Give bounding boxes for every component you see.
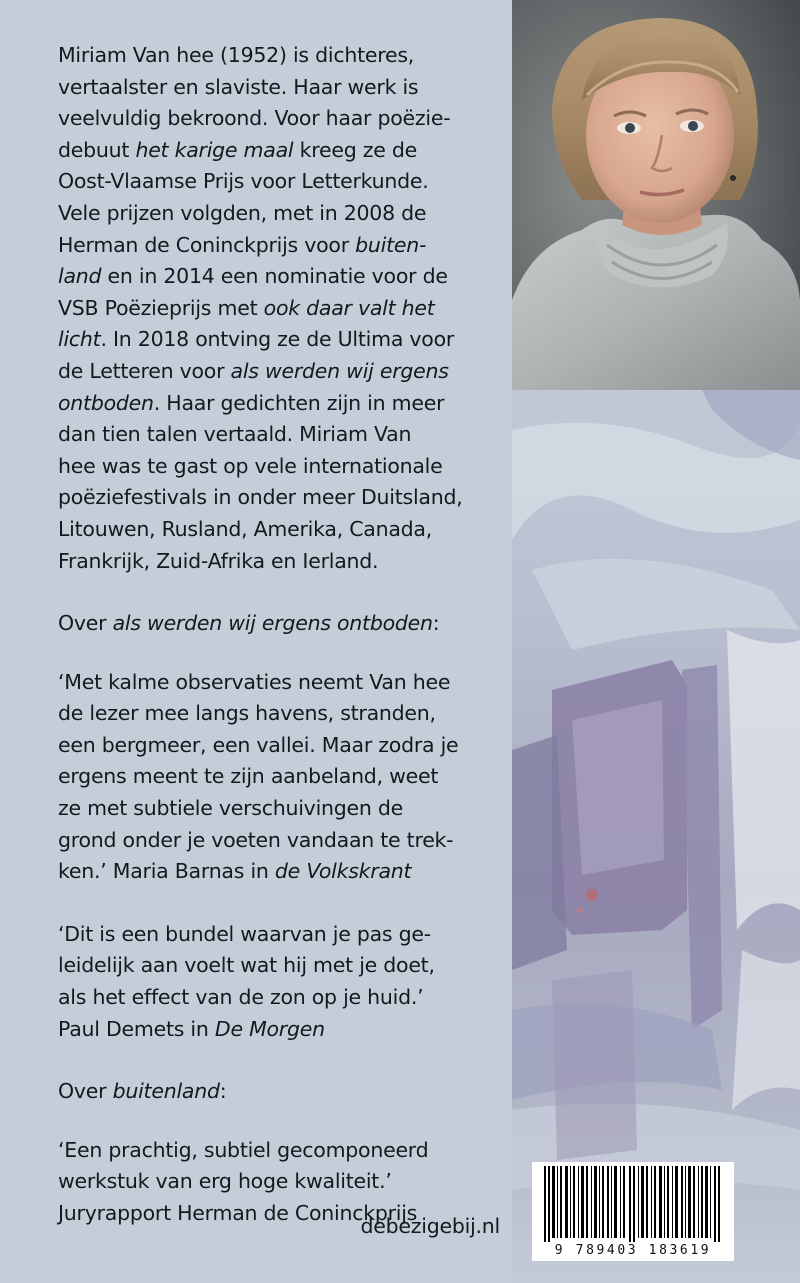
review-quote-jury: ‘Een prachtig, subtiel gecomponeerd werkstuk van erg hoge kwaliteit.’ Juryrapport Herman de Coninckprijs (58, 1137, 429, 1225)
book-title-ook-daar: ook daar valt het (263, 295, 435, 320)
author-bio: Miriam Van hee (1952) is dichteres, vertaalster en slaviste. Haar werk is veelvuldig bekroond. Voor haar poëzie- debuut het karige maal kreeg ze de Oost-Vlaamse Prijs voor Letterkunde. Vele prijzen volgden, met in 2008 de Herman de Coninckprijs voor buiten- land en in 2014 een nominatie voor de VSB Poëzieprijs met ook daar valt het licht. In 2018 ontving ze de Ultima voor de Letteren voor als werden wij ergens ontboden. Haar gedichten zijn in meer dan tien talen vertaald. Miriam Van hee was te gast op vele internationale poëziefestivals in onder meer Duitsland, Litouwen, Rusland, Amerika, Canada, Frankrijk, Zuid-Afrika en Ierland. (58, 43, 463, 573)
book-title-buitenland: buiten- (355, 232, 427, 257)
review-quote-barnas: ‘Met kalme observaties neemt Van hee de lezer mee langs havens, stranden, een bergmeer, een vallei. Maar zodra je ergens meent te zijn aanbeland, weet ze met subtiele verschuivingen de grond onder je voeten vandaan te trek- ken.’ Maria Barnas in de Volkskrant (58, 669, 459, 884)
author-portrait (512, 0, 800, 390)
publisher-website: debezigebij.nl (360, 1214, 500, 1238)
portrait-illustration (512, 0, 800, 390)
isbn-digits: 9 789403 183619 (554, 1243, 712, 1258)
cover-painting (512, 390, 800, 1283)
isbn-barcode (532, 1162, 734, 1261)
back-cover-text (58, 40, 498, 1230)
source-volkskrant: de Volkskrant (274, 859, 412, 884)
section-heading-buitenland: Over buitenland: (58, 1079, 227, 1104)
barcode-bars (532, 1162, 734, 1244)
source-de-morgen: De Morgen (214, 1016, 325, 1041)
book-title-als-werden: als werden wij ergens (230, 358, 449, 383)
painting-illustration (512, 390, 800, 1283)
section-heading-als-werden: Over als werden wij ergens ontboden: (58, 611, 440, 636)
book-title-karige-maal: het karige maal (135, 137, 294, 162)
review-quote-demets: ‘Dit is een bundel waarvan je pas ge- leidelijk aan voelt wat hij met je doet, als het effect van de zon op je huid.’ Paul Demets in De Morgen (58, 921, 435, 1041)
